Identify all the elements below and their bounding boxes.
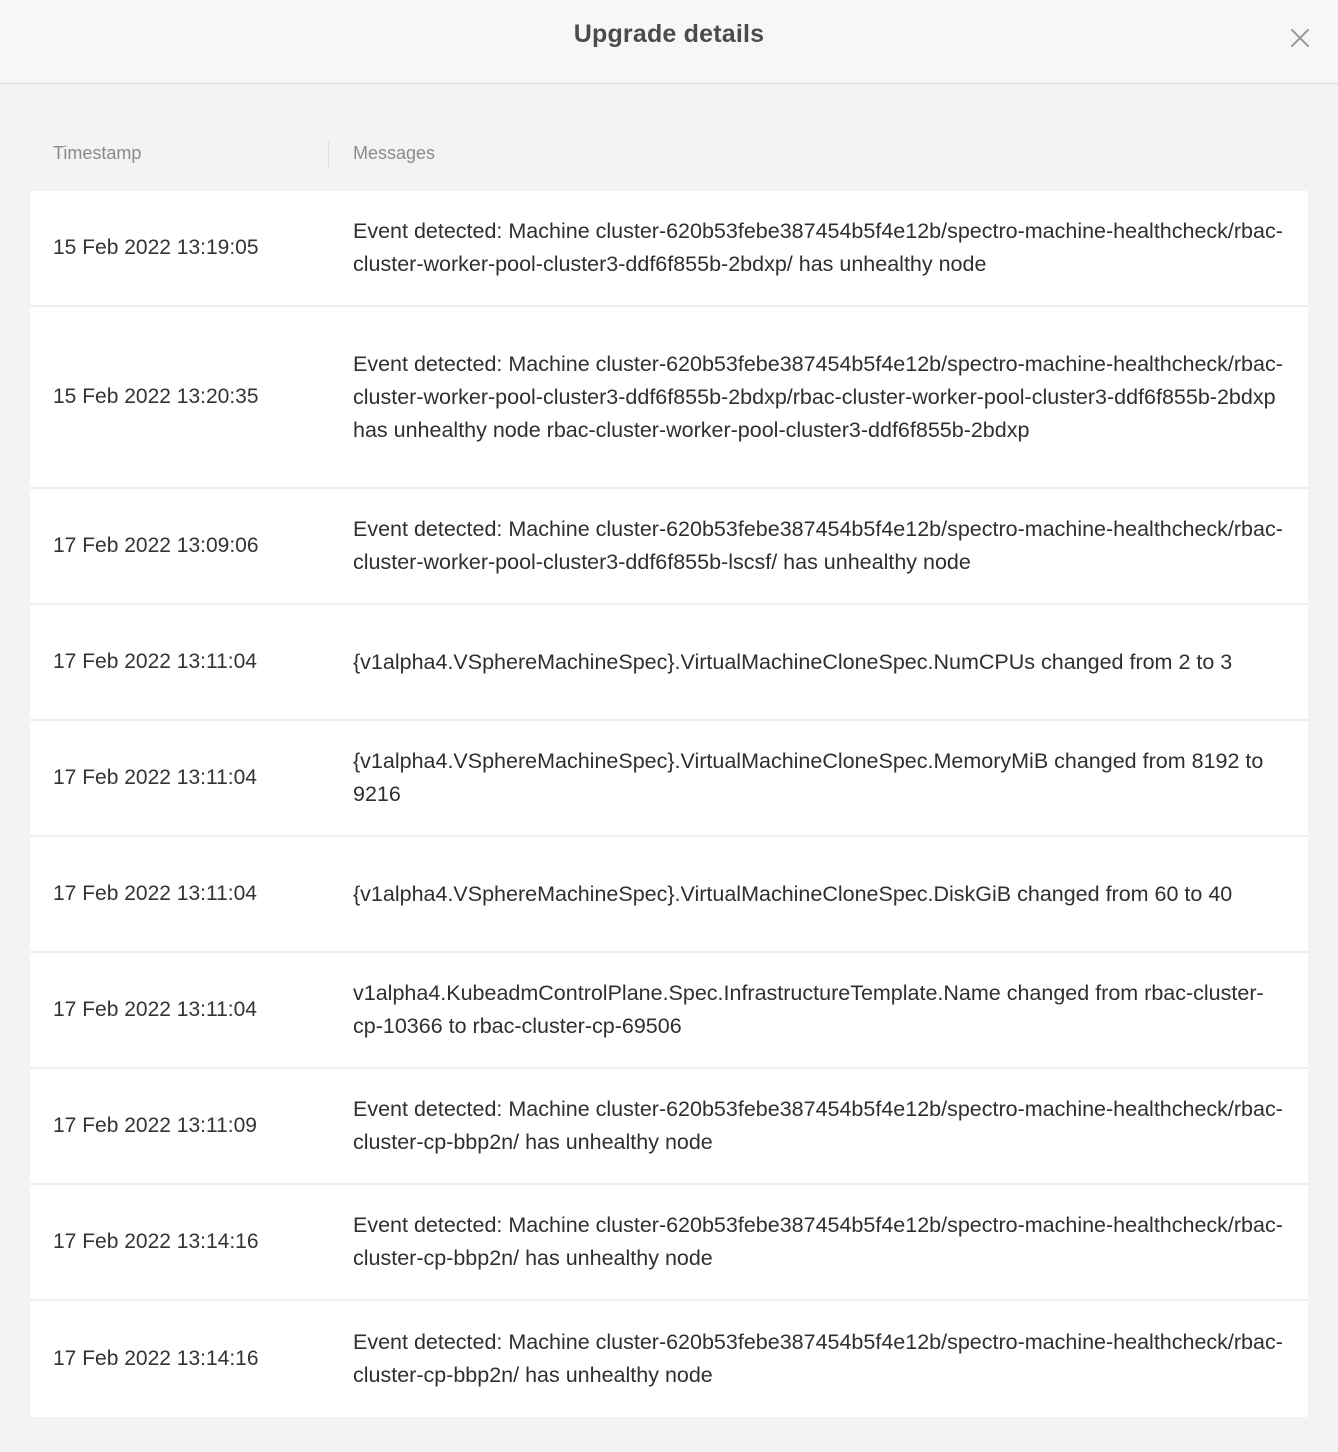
message-cell: Event detected: Machine cluster-620b53febe387454b5f4e12b/spectro-machine-healthcheck/rbac-cluster-worker-pool-cluster3-ddf6f855b-2bdxp/rbac-cluster-worker-pool-cluster3-ddf6f855b-2bdxp has unhealthy node rbac-cluster-worker-pool-cluster3-ddf6f855b-2bdxp — [353, 351, 1283, 442]
column-header-messages[interactable]: Messages — [353, 143, 436, 163]
timestamp-cell: 17 Feb 2022 13:11:04 — [53, 650, 257, 673]
timestamp-cell: 15 Feb 2022 13:20:35 — [53, 385, 259, 408]
timestamp-cell: 17 Feb 2022 13:11:04 — [53, 766, 257, 789]
close-button[interactable] — [1288, 26, 1312, 50]
message-cell: v1alpha4.KubeadmControlPlane.Spec.InfrastructureTemplate.Name changed from rbac-cluster-cp-10366 to rbac-cluster-cp-69506 — [353, 981, 1264, 1038]
timestamp-cell: 17 Feb 2022 13:09:06 — [53, 534, 259, 557]
message-cell: Event detected: Machine cluster-620b53febe387454b5f4e12b/spectro-machine-healthcheck/rbac-cluster-cp-bbp2n/ has unhealthy node — [353, 1213, 1283, 1270]
close-icon — [1288, 26, 1312, 50]
table-row — [30, 721, 1308, 837]
timestamp-cell: 17 Feb 2022 13:14:16 — [53, 1230, 259, 1253]
column-header-timestamp[interactable]: Timestamp — [53, 143, 142, 163]
table-row — [30, 1185, 1308, 1301]
table-row — [30, 307, 1308, 489]
message-cell: Event detected: Machine cluster-620b53febe387454b5f4e12b/spectro-machine-healthcheck/rbac-cluster-worker-pool-cluster3-ddf6f855b-2bdxp/ has unhealthy node — [353, 219, 1283, 276]
table-row — [30, 1069, 1308, 1185]
table-row — [30, 191, 1308, 307]
table-row — [30, 953, 1308, 1069]
message-cell: Event detected: Machine cluster-620b53febe387454b5f4e12b/spectro-machine-healthcheck/rbac-cluster-worker-pool-cluster3-ddf6f855b-lscsf/ has unhealthy node — [353, 517, 1283, 574]
table-row — [30, 605, 1308, 721]
timestamp-cell: 17 Feb 2022 13:11:04 — [53, 882, 257, 905]
message-cell: Event detected: Machine cluster-620b53febe387454b5f4e12b/spectro-machine-healthcheck/rbac-cluster-cp-bbp2n/ has unhealthy node — [353, 1097, 1283, 1154]
dialog-header — [0, 0, 1338, 84]
table-row — [30, 1301, 1308, 1417]
dialog-title: Upgrade details — [573, 20, 765, 48]
timestamp-cell: 17 Feb 2022 13:14:16 — [53, 1347, 259, 1370]
table-row — [30, 837, 1308, 953]
message-cell: {v1alpha4.VSphereMachineSpec}.VirtualMachineCloneSpec.MemoryMiB changed from 8192 to 9216 — [353, 749, 1264, 806]
message-cell: {v1alpha4.VSphereMachineSpec}.VirtualMachineCloneSpec.DiskGiB changed from 60 to 40 — [353, 881, 1233, 906]
upgrade-events-table — [30, 116, 1308, 1417]
timestamp-cell: 17 Feb 2022 13:11:04 — [53, 998, 257, 1021]
timestamp-cell: 17 Feb 2022 13:11:09 — [53, 1114, 257, 1137]
column-divider[interactable] — [328, 141, 329, 167]
table-body — [30, 191, 1308, 1417]
table-header — [30, 116, 1308, 191]
message-cell: Event detected: Machine cluster-620b53febe387454b5f4e12b/spectro-machine-healthcheck/rbac-cluster-cp-bbp2n/ has unhealthy node — [353, 1330, 1283, 1387]
table-row — [30, 489, 1308, 605]
message-cell: {v1alpha4.VSphereMachineSpec}.VirtualMachineCloneSpec.NumCPUs changed from 2 to 3 — [353, 649, 1233, 674]
timestamp-cell: 15 Feb 2022 13:19:05 — [53, 236, 259, 259]
